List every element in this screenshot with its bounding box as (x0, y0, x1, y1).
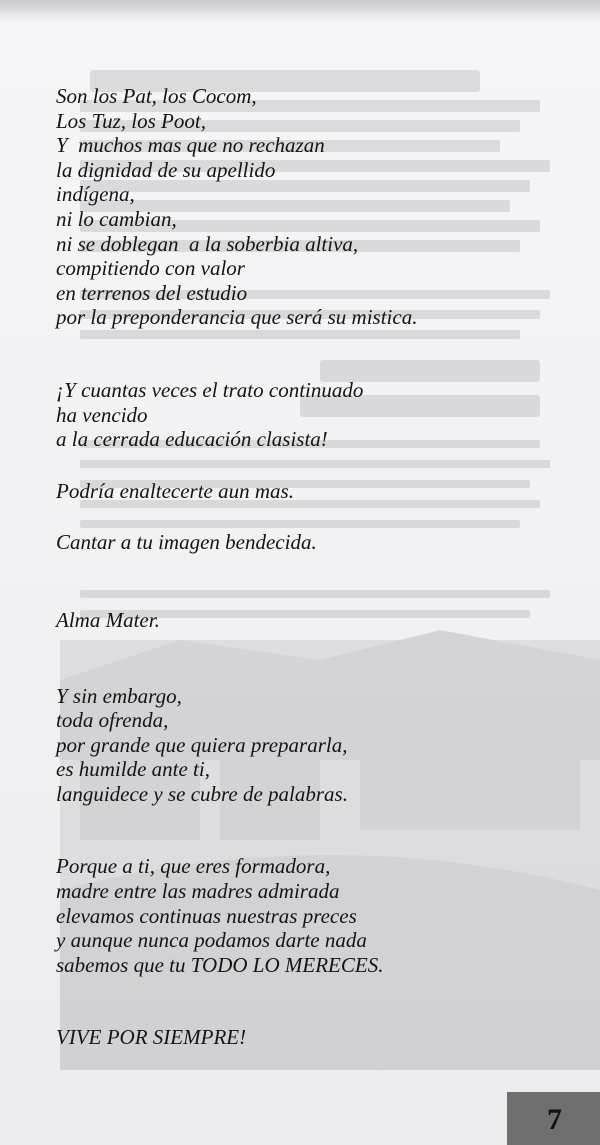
poem-line: Alma Mater. (56, 607, 160, 632)
poem-line: toda ofrenda, (56, 708, 169, 733)
poem-line: elevamos continuas nuestras preces (56, 903, 357, 928)
stanza-1 (56, 84, 566, 330)
poem-line: es humilde ante ti, (56, 757, 210, 782)
poem-line: VIVE POR SIEMPRE! (56, 1025, 247, 1050)
stanza-6 (56, 684, 566, 807)
poem-line: y aunque nunca podamos darte nada (56, 928, 367, 953)
poem-line: ni lo cambian, (56, 206, 177, 231)
stanza-4 (56, 530, 566, 555)
page-top-shadow (0, 0, 600, 22)
stanza-3 (56, 479, 566, 504)
poem (56, 84, 566, 1050)
poem-line: Cantar a tu imagen bendecida. (56, 530, 317, 555)
poem-line: la dignidad de su apellido (56, 157, 276, 182)
poem-line: Podría enaltecerte aun mas. (56, 478, 294, 503)
poem-line: compitiendo con valor (56, 256, 245, 281)
poem-line: por la preponderancia que será su mistica. (56, 305, 418, 330)
poem-line: sabemos que tu TODO LO MERECES. (56, 952, 384, 977)
page-number-box (507, 1092, 600, 1145)
stanza-8 (56, 1025, 566, 1050)
stanza-2 (56, 378, 566, 452)
poem-line: madre entre las madres admirada (56, 879, 340, 904)
poem-line: Los Tuz, los Poot, (56, 108, 206, 133)
poem-line: languidece y se cubre de palabras. (56, 781, 348, 806)
poem-line: Son los Pat, los Cocom, (56, 84, 257, 108)
poem-line: ha vencido (56, 402, 148, 427)
stanza-5 (56, 608, 566, 633)
poem-line: Y muchos mas que no rechazan (56, 133, 325, 158)
poem-line: Porque a ti, que eres formadora, (56, 854, 331, 879)
poem-line: Y sin embargo, (56, 683, 182, 708)
page-number: 7 (547, 1102, 562, 1136)
poem-line: ni se doblegan a la soberbia altiva, (56, 231, 359, 256)
poem-line: en terrenos del estudio (56, 280, 248, 305)
poem-line: por grande que quiera prepararla, (56, 732, 348, 757)
stanza-7 (56, 854, 566, 977)
poem-line: indígena, (56, 182, 135, 207)
poem-line: ¡Y cuantas veces el trato continuado (56, 377, 364, 402)
poem-line: a la cerrada educación clasista! (56, 427, 328, 452)
